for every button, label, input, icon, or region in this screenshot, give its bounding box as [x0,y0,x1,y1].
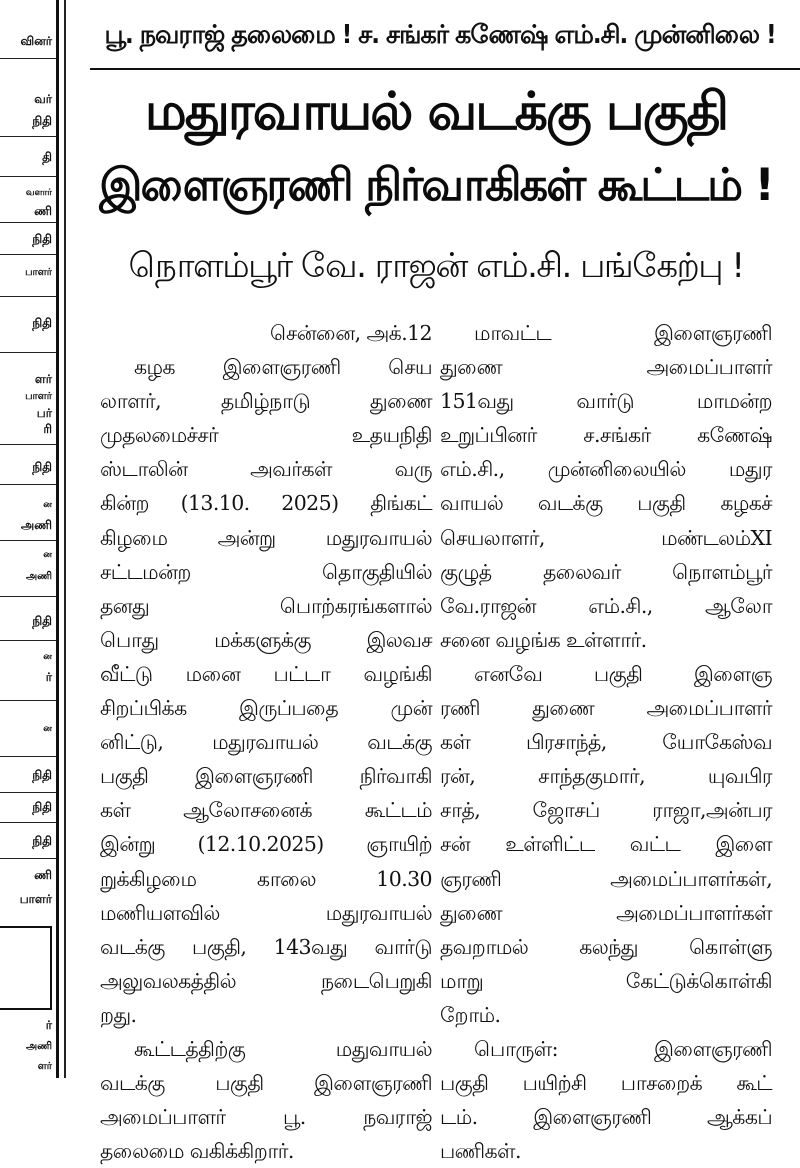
divider [0,756,56,757]
fragment-text: நிதி [32,614,52,628]
article-kicker: பூ. நவராஜ் தலைமை ! ச. சங்கர் கணேஷ் எம்.சி. முன்னிலை ! [104,20,776,50]
fragment-text: ணி [34,204,52,218]
divider [0,792,56,793]
divider [0,222,56,223]
body-line: ஸ்டாலின் அவர்கள் வரு [100,457,432,482]
article-headline-line-1: மதுரவாயல் வடக்கு பகுதி [144,82,728,142]
body-line: எனவே பகுதி இளைஞ [474,661,772,686]
fragment-text: வினர் [20,34,52,48]
fragment-text: அணி [26,571,52,582]
body-line: ரன், சாந்தகுமார், யுவபிர [440,764,772,789]
dateline: சென்னை, அக்.12 [270,321,432,345]
body-line: கூட்டத்திற்கு மதுவாயல் [134,1036,432,1061]
body-line: துணை அமைப்பாளர்கள் [440,900,772,925]
body-line: கின்ற (13.10. 2025) திங்கட் [100,491,432,516]
divider [0,540,56,541]
divider [0,484,56,485]
fragment-text: வளார் [25,188,52,198]
fragment-text: ன [43,550,52,560]
divider [0,822,56,823]
body-line: அலுவலகத்தில் நடைபெறுகி [100,968,432,993]
divider [0,640,56,641]
body-line: தலைமை வகிக்கிறார். [100,1139,294,1164]
fragment-text: நிதி [32,232,52,246]
body-line: பொருள்: இளைஞரணி [474,1036,772,1061]
fragment-text: நிதி [32,834,52,848]
divider [0,858,56,859]
body-line: மாவட்ட இளைஞரணி [474,321,772,345]
body-line: கிழமை அன்று மதுரவாயல் [100,525,432,550]
article-body-left-column [100,316,432,1168]
body-line: உறுப்பினர் ச.சங்கர் கணேஷ் [440,423,772,448]
divider [0,444,56,445]
body-line: பகுதி இளைஞரணி நிர்வாகி [100,764,432,789]
fragment-text: ன [43,500,52,510]
fragment-text: தி [42,150,52,164]
fragment-text: பாளர் [19,892,52,906]
adjacent-column-fragment [0,0,59,1078]
fragment-text: ணி [34,868,52,882]
body-line: வடக்கு பகுதி இளைஞரணி [100,1071,432,1096]
body-line: செயலாளர், மண்டலம்XI [440,525,772,550]
body-line: னிட்டு, மதுரவாயல் வடக்கு [100,730,432,755]
fragment-text: நிதி [32,316,52,330]
fragment-text: நிதி [32,460,52,474]
divider [0,176,56,177]
fragment-text: ர் [45,1018,52,1032]
divider [0,596,56,597]
divider [0,296,56,297]
body-line: பகுதி பயிற்சி பாசறைக் கூட் [440,1071,772,1096]
body-line: ரணி துணை அமைப்பாளர் [440,696,772,721]
divider [0,58,56,59]
fragment-text: பாளர் [25,267,52,278]
article-subheadline: நொளம்பூர் வே. ராஜன் எம்.சி. பங்கேற்பு ! [128,246,744,286]
divider [0,700,56,701]
fragment-text: ன [43,724,52,734]
body-line: சன் உள்ளிட்ட வட்ட இளை [440,832,772,857]
divider [0,254,56,255]
fragment-text: பர் [36,406,52,420]
fragment-text: ன [43,652,52,662]
article-body-right-column [440,316,772,1168]
body-line: சட்டமன்ற தொகுதியில் [100,559,432,584]
fragment-text: அணி [20,518,52,532]
body-line: றுக்கிழமை காலை 10.30 [100,866,432,891]
body-line: வடக்கு பகுதி, 143வது வார்டு [100,934,432,959]
body-line: மாறு கேட்டுக்கொள்கி [440,968,772,993]
fragment-text: நிதி [32,768,52,782]
body-line: சனை வழங்க உள்ளார். [440,627,647,652]
column-separator [64,0,66,1078]
body-line: குழுத் தலைவர் நொளம்பூர் [440,559,772,584]
divider [0,352,56,353]
adjacent-box [0,926,52,1010]
body-line: கள் ஆலோசனைக் கூட்டம் [100,798,432,823]
body-line: பணிகள். [440,1139,521,1164]
fragment-text: ளர் [34,372,52,386]
body-line: கழக இளைஞரணி செய [134,355,432,380]
fragment-text: நிதி [32,114,52,128]
body-line: அமைப்பாளர் பூ. நவராஜ் [100,1105,432,1130]
body-line: லாளர், தமிழ்நாடு துணை [100,389,432,414]
body-line: துணை அமைப்பாளர் [440,355,772,380]
body-line: தவறாமல் கலந்து கொள்ளு [440,934,772,959]
body-line: டம். இளைஞரணி ஆக்கப் [440,1105,772,1130]
body-line: முதலமைச்சர் உதயநிதி [100,423,432,448]
body-line: 151வது வார்டு மாமன்ற [440,389,772,414]
body-line: வீட்டு மனை பட்டா வழங்கி [100,661,432,686]
body-line: எம்.சி., முன்னிலையில் மதுர [440,457,772,482]
fragment-text: ரி [43,422,52,436]
body-line: கள் பிரசாந்த், யோகேஸ்வ [440,730,772,755]
body-line: சாத், ஜோசப் ராஜா,அன்பர [440,798,772,823]
body-line: றது. [100,1002,137,1027]
fragment-text: பாளர் [25,391,52,402]
fragment-text: அணி [26,1041,52,1052]
body-line: பொது மக்களுக்கு இலவச [100,627,432,652]
body-line: மணியளவில் மதுரவாயல் [100,900,432,925]
body-line: வே.ராஜன் எம்.சி., ஆலோ [440,593,772,618]
fragment-text: நிதி [32,800,52,814]
body-line: சிறப்பிக்க இருப்பதை முன் [100,696,432,721]
fragment-text: ளர் [37,1061,52,1072]
body-line: றோம். [440,1002,501,1027]
body-line: ஞரணி அமைப்பாளர்கள், [440,866,772,891]
article-headline-line-2: இளைஞரணி நிர்வாகிகள் கூட்டம் ! [99,160,773,211]
divider [0,136,56,137]
body-line: வாயல் வடக்கு பகுதி கழகச் [440,491,772,516]
kicker-rule [90,68,800,70]
body-line: இன்று (12.10.2025) ஞாயிற் [100,832,432,857]
fragment-text: வர் [34,92,52,106]
fragment-text: ர் [45,670,52,684]
body-line: தனது பொற்கரங்களால் [100,593,432,618]
